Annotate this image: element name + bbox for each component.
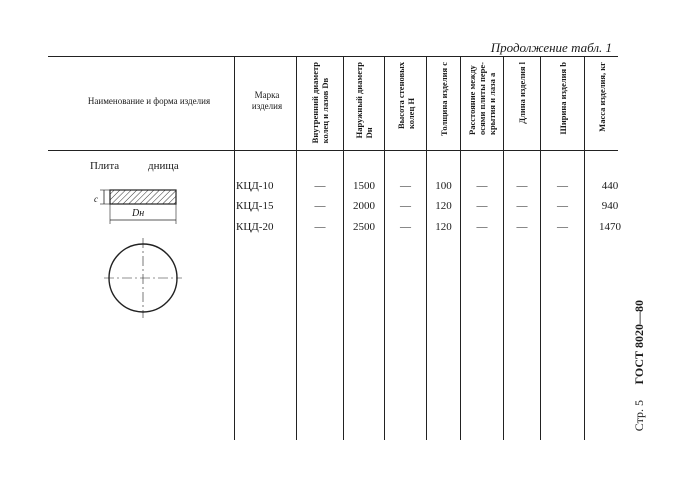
col-divider-4 bbox=[384, 56, 385, 440]
header-width-text: Ширина изделия b bbox=[557, 62, 568, 135]
col-divider-9 bbox=[584, 56, 585, 440]
row1-mark: КЦД-10 bbox=[236, 180, 274, 192]
row3-len: — bbox=[516, 221, 528, 233]
row2-thick: 120 bbox=[435, 200, 452, 212]
gost-side-label: ГОСТ 8020—80 bbox=[632, 300, 646, 385]
row3-inner: — bbox=[314, 221, 326, 233]
table-continuation-caption: Продолжение табл. 1 bbox=[490, 40, 612, 55]
dim-label-d: Dн bbox=[132, 208, 145, 219]
row1-wid: — bbox=[557, 180, 568, 192]
row1-mass: 440 bbox=[601, 180, 619, 192]
row1-axis: — bbox=[476, 180, 488, 192]
row1-height: — bbox=[400, 180, 411, 192]
col-divider-7 bbox=[503, 56, 504, 440]
header-length bbox=[505, 62, 539, 148]
header-outer-diameter-text: Наружный диаметр Dн bbox=[354, 62, 374, 139]
row2-inner: — bbox=[314, 200, 326, 212]
header-inner-diameter bbox=[298, 62, 342, 148]
header-wall-height-text: Высота стеновых колец H bbox=[395, 62, 416, 130]
row2-outer: 2000 bbox=[353, 200, 375, 212]
row3-mark: КЦД-20 bbox=[236, 221, 274, 233]
row3-wid: — bbox=[557, 221, 568, 233]
product-name-right: днища bbox=[148, 160, 179, 172]
bottom-slab-drawing bbox=[90, 180, 200, 320]
row3-outer: 2500 bbox=[353, 221, 375, 233]
header-thickness bbox=[428, 62, 459, 148]
row3-mass: 1470 bbox=[599, 221, 621, 233]
col-divider-3 bbox=[343, 56, 344, 440]
col-divider-5 bbox=[426, 56, 427, 440]
product-name-left: Плита bbox=[90, 160, 120, 172]
row2-mark: КЦД-15 bbox=[236, 200, 274, 212]
header-mark bbox=[240, 90, 294, 112]
header-length-text: Длина изделия l bbox=[517, 62, 527, 124]
row1-thick: 100 bbox=[435, 180, 452, 192]
row2-height: — bbox=[400, 200, 411, 212]
row3-axis: — bbox=[476, 221, 488, 233]
header-axis-distance bbox=[462, 62, 502, 148]
row1-len: — bbox=[516, 180, 528, 192]
col-divider-1 bbox=[234, 56, 235, 440]
row2-len: — bbox=[516, 200, 528, 212]
header-thickness-text: Толщина изделия c bbox=[438, 62, 449, 136]
row2-mass: 940 bbox=[601, 200, 619, 212]
row2-wid: — bbox=[557, 200, 568, 212]
row2-axis: — bbox=[476, 200, 488, 212]
col-divider-6 bbox=[460, 56, 461, 440]
header-mass bbox=[586, 62, 618, 148]
row3-height: — bbox=[400, 221, 411, 233]
col-divider-2 bbox=[296, 56, 297, 440]
row1-outer: 1500 bbox=[353, 180, 375, 192]
header-bottom-border bbox=[48, 150, 618, 151]
header-name-form: Наименование и форма изделия bbox=[87, 96, 211, 106]
page-number-side-label: Стр. 5 bbox=[632, 400, 646, 432]
header-mark-text: Марка изделия bbox=[251, 90, 283, 111]
row3-thick: 120 bbox=[435, 221, 452, 233]
header-axis-distance-text: Расстояние между осями плиты пере- крытия и лаза a bbox=[467, 62, 497, 135]
dim-label-c: с bbox=[94, 194, 98, 204]
header-mass-text: Масса изделия, кг bbox=[597, 62, 607, 132]
header-outer-diameter bbox=[345, 62, 383, 148]
header-width bbox=[542, 62, 583, 148]
header-inner-diameter-text: Внутренний диаметр колец и лазов Dв bbox=[310, 62, 330, 144]
header-wall-height bbox=[386, 62, 425, 148]
row1-inner: — bbox=[314, 180, 326, 192]
col-divider-8 bbox=[540, 56, 541, 440]
table-top-border bbox=[48, 56, 618, 57]
